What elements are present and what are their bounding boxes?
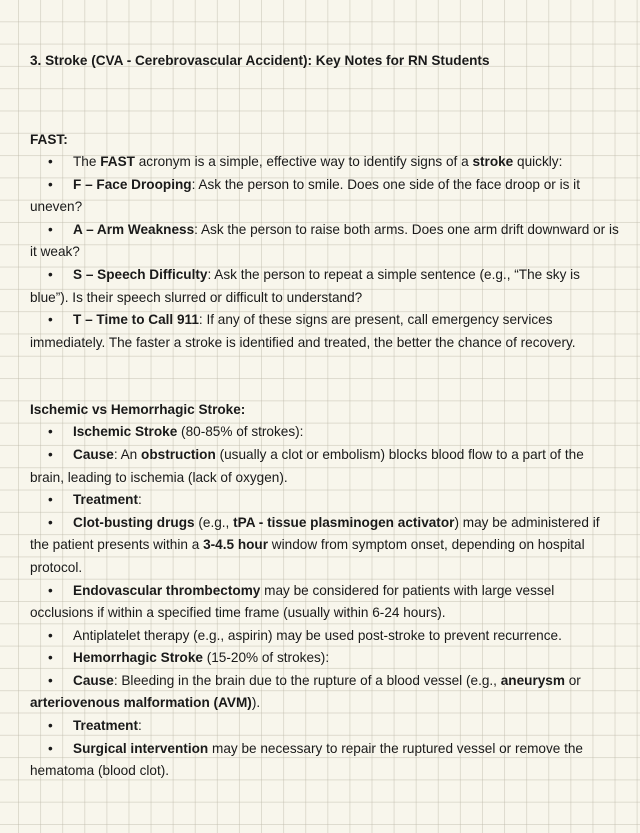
bold-text: obstruction: [141, 446, 216, 462]
text: : An: [113, 446, 142, 462]
document-page: [30, 50, 620, 783]
text: : If any of these signs are present, call emergency services immediately. The faster a stroke is identified and treated, the better the chance of recovery.: [30, 312, 576, 350]
text: ) may be administered if the patient presents within a: [30, 514, 600, 553]
text: : Ask the person to smile. Does one side of the face droop or is it uneven?: [30, 176, 580, 215]
bullet-icon: •: [48, 266, 53, 282]
list-item: [30, 309, 620, 354]
bold-text: Treatment: [73, 718, 138, 734]
bullet-icon: •: [48, 627, 53, 643]
list-item: [30, 489, 620, 512]
list-item: [30, 625, 620, 648]
bullet-icon: •: [48, 740, 53, 756]
bold-text: S – Speech Difficulty: [73, 266, 208, 282]
text: may be considered for patients with large vessel occlusions if within a specified time frame (usually within 6-24 hours).: [30, 582, 555, 621]
text: The: [73, 154, 101, 169]
bold-text: tPA - tissue plasminogen activator: [233, 514, 455, 530]
text: :: [137, 718, 142, 734]
bold-text: Clot-busting drugs: [73, 514, 195, 530]
list-item: [30, 219, 620, 264]
text: window from symptom onset, depending on hospital protocol.: [30, 537, 585, 575]
bold-text: FAST: [100, 154, 135, 169]
bold-text: Endovascular thrombectomy: [73, 582, 261, 598]
bold-text: Cause: [73, 446, 114, 462]
text: : Ask the person to repeat a simple sentence (e.g., “The sky is blue”). Is their speech slurred or difficult to understand?: [30, 266, 580, 305]
list-item: [30, 738, 620, 783]
text: may be necessary to repair the ruptured vessel or remove the hematoma (blood clot).: [30, 740, 583, 779]
bullet-icon: •: [48, 221, 53, 237]
bold-text: Ischemic Stroke: [73, 424, 178, 440]
bold-text: F – Face Drooping: [73, 176, 192, 192]
bold-text: 3-4.5 hour: [203, 537, 269, 553]
text: or: [564, 672, 581, 688]
text: Antiplatelet therapy (e.g., aspirin) may be used post-stroke to prevent recurrence.: [73, 627, 562, 643]
bullet-icon: •: [48, 312, 53, 328]
list-item: [30, 174, 620, 219]
section-heading: FAST:: [30, 132, 68, 147]
bold-text: aneurysm: [500, 672, 565, 688]
text: (15-20% of strokes):: [202, 650, 330, 666]
list-item: [30, 421, 620, 444]
bullet-icon: •: [48, 650, 53, 666]
text: (e.g.,: [194, 514, 234, 530]
bullet-icon: •: [48, 582, 53, 598]
text: : Bleeding in the brain due to the rupture of a blood vessel (e.g.,: [113, 672, 501, 688]
bullet-icon: •: [48, 176, 53, 192]
list-item: [30, 715, 620, 738]
bold-text: A – Arm Weakness: [73, 221, 195, 237]
document-title: 3. Stroke (CVA - Cerebrovascular Accident): Key Notes for RN Students: [30, 53, 490, 68]
bold-text: T – Time to Call 911: [73, 312, 199, 328]
list-item: [30, 444, 620, 489]
list-item: [30, 647, 620, 670]
bullet-icon: •: [48, 492, 53, 508]
list-item: [30, 151, 620, 174]
list-item: [30, 264, 620, 309]
bold-text: Surgical intervention: [73, 740, 209, 756]
bold-text: Cause: [73, 672, 114, 688]
bullet-icon: •: [48, 154, 53, 169]
text: acronym is a simple, effective way to identify signs of a: [134, 154, 473, 169]
bold-text: stroke: [472, 154, 514, 169]
section-fast: [30, 129, 620, 354]
bullet-icon: •: [48, 446, 53, 462]
list-item: [30, 670, 620, 715]
section-stroke-types: [30, 399, 620, 783]
text: ).: [251, 695, 261, 711]
text: (80-85% of strokes):: [177, 424, 304, 440]
bullet-list: [30, 151, 620, 354]
text: :: [137, 492, 142, 508]
bold-text: Hemorrhagic Stroke: [73, 650, 203, 666]
bullet-list: [30, 421, 620, 783]
text: (usually a clot or embolism) blocks blood flow to a part of the brain, leading to ischemia (lack of oxygen).: [30, 446, 584, 485]
list-item: [30, 512, 620, 580]
bold-text: Treatment: [73, 492, 138, 508]
bold-text: arteriovenous malformation (AVM): [30, 695, 252, 711]
text: : Ask the person to raise both arms. Does one arm drift downward or is it weak?: [30, 221, 619, 260]
bullet-icon: •: [48, 424, 53, 440]
section-heading: Ischemic vs Hemorrhagic Stroke:: [30, 402, 246, 418]
list-item: [30, 580, 620, 625]
text: quickly:: [513, 154, 563, 169]
bullet-icon: •: [48, 718, 53, 734]
bullet-icon: •: [48, 672, 53, 688]
bullet-icon: •: [48, 514, 53, 530]
